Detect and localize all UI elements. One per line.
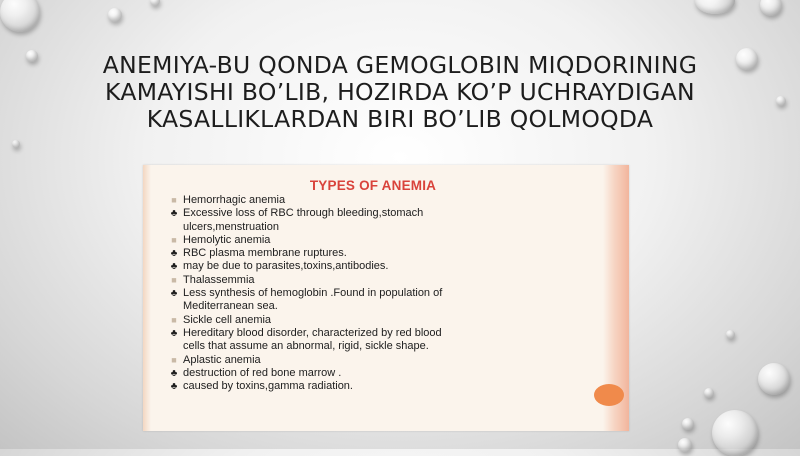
anemia-types-list	[167, 194, 577, 393]
list-item-text: Hemorrhagic anemia	[183, 194, 286, 206]
club-bullet-icon: ♣	[170, 381, 178, 393]
water-drop-decoration	[108, 8, 122, 22]
list-item-text: cells that assume an abnormal, rigid, sickle shape.	[183, 340, 429, 353]
image-heading: TYPES OF ANEMIA	[309, 178, 437, 193]
club-bullet-icon: ♣	[170, 208, 178, 220]
list-item-text: destruction of red bone marrow .	[183, 366, 342, 379]
anemia-type-heading	[167, 234, 577, 247]
water-drop-decoration	[704, 388, 714, 398]
anemia-detail-point	[167, 207, 577, 220]
list-item-text: may be due to parasites,toxins,antibodies.	[183, 260, 389, 273]
light-bullet-icon: ■	[171, 354, 177, 365]
list-item-text: Less synthesis of hemoglobin .Found in population of	[183, 287, 443, 300]
anemia-detail-point	[167, 380, 577, 393]
anemia-detail-point	[167, 367, 577, 380]
water-drop-decoration	[712, 410, 758, 456]
orange-circle-decoration	[594, 384, 624, 406]
water-drop-decoration	[150, 0, 160, 6]
list-item-text: ulcers,menstruation	[183, 220, 279, 233]
list-item-text: Sickle cell anemia	[183, 313, 272, 326]
list-item-text: Aplastic anemia	[183, 353, 261, 366]
slide-title-line: KASALLIKLARDAN BIRI BO’LIB QOLMOQDA	[146, 105, 654, 133]
panel-left-band	[143, 165, 151, 431]
anemia-type-heading	[167, 314, 577, 327]
anemia-type-heading	[167, 354, 577, 367]
list-item-text: Hereditary blood disorder, characterized by red blood	[183, 326, 442, 339]
anemia-detail-point	[167, 287, 577, 300]
anemia-detail-continuation	[167, 221, 577, 234]
water-drop-decoration	[682, 418, 694, 430]
club-bullet-icon: ♣	[170, 248, 178, 260]
anemia-type-heading	[167, 194, 577, 207]
anemia-detail-point	[167, 327, 577, 340]
list-item-text: Mediterranean sea.	[183, 300, 278, 313]
anemia-detail-continuation	[167, 300, 577, 313]
slide-title-line: KAMAYISHI BO’LIB, HOZIRDA KO’P UCHRAYDIGAN	[105, 78, 695, 106]
club-bullet-icon: ♣	[170, 288, 178, 300]
list-item-text: Hemolytic anemia	[183, 233, 271, 246]
light-bullet-icon: ■	[171, 274, 177, 285]
water-drop-decoration	[758, 363, 790, 395]
water-drop-decoration	[776, 96, 786, 106]
light-bullet-icon: ■	[171, 234, 177, 245]
water-drop-decoration	[695, 0, 735, 14]
light-bullet-icon: ■	[171, 314, 177, 325]
club-bullet-icon: ♣	[170, 261, 178, 273]
list-item-text: Thalassemmia	[183, 273, 255, 286]
anemia-detail-point	[167, 260, 577, 273]
anemia-detail-point	[167, 247, 577, 260]
slide-title-line: ANEMIYA-BU QONDA GEMOGLOBIN MIQDORINING	[102, 51, 698, 79]
club-bullet-icon: ♣	[170, 327, 178, 339]
water-drop-decoration	[678, 438, 692, 452]
list-item-text: caused by toxins,gamma radiation.	[183, 380, 353, 393]
water-drop-decoration	[0, 0, 40, 32]
water-drop-decoration	[12, 140, 20, 148]
types-of-anemia-image	[143, 165, 629, 431]
anemia-type-heading	[167, 274, 577, 287]
list-item-text: RBC plasma membrane ruptures.	[183, 247, 347, 260]
club-bullet-icon: ♣	[170, 367, 178, 379]
anemia-detail-continuation	[167, 340, 577, 353]
water-drop-decoration	[726, 330, 735, 339]
list-item-text: Excessive loss of RBC through bleeding,stomach	[183, 207, 424, 220]
water-drop-decoration	[760, 0, 782, 16]
light-bullet-icon: ■	[171, 195, 177, 205]
slide-title	[30, 52, 770, 133]
